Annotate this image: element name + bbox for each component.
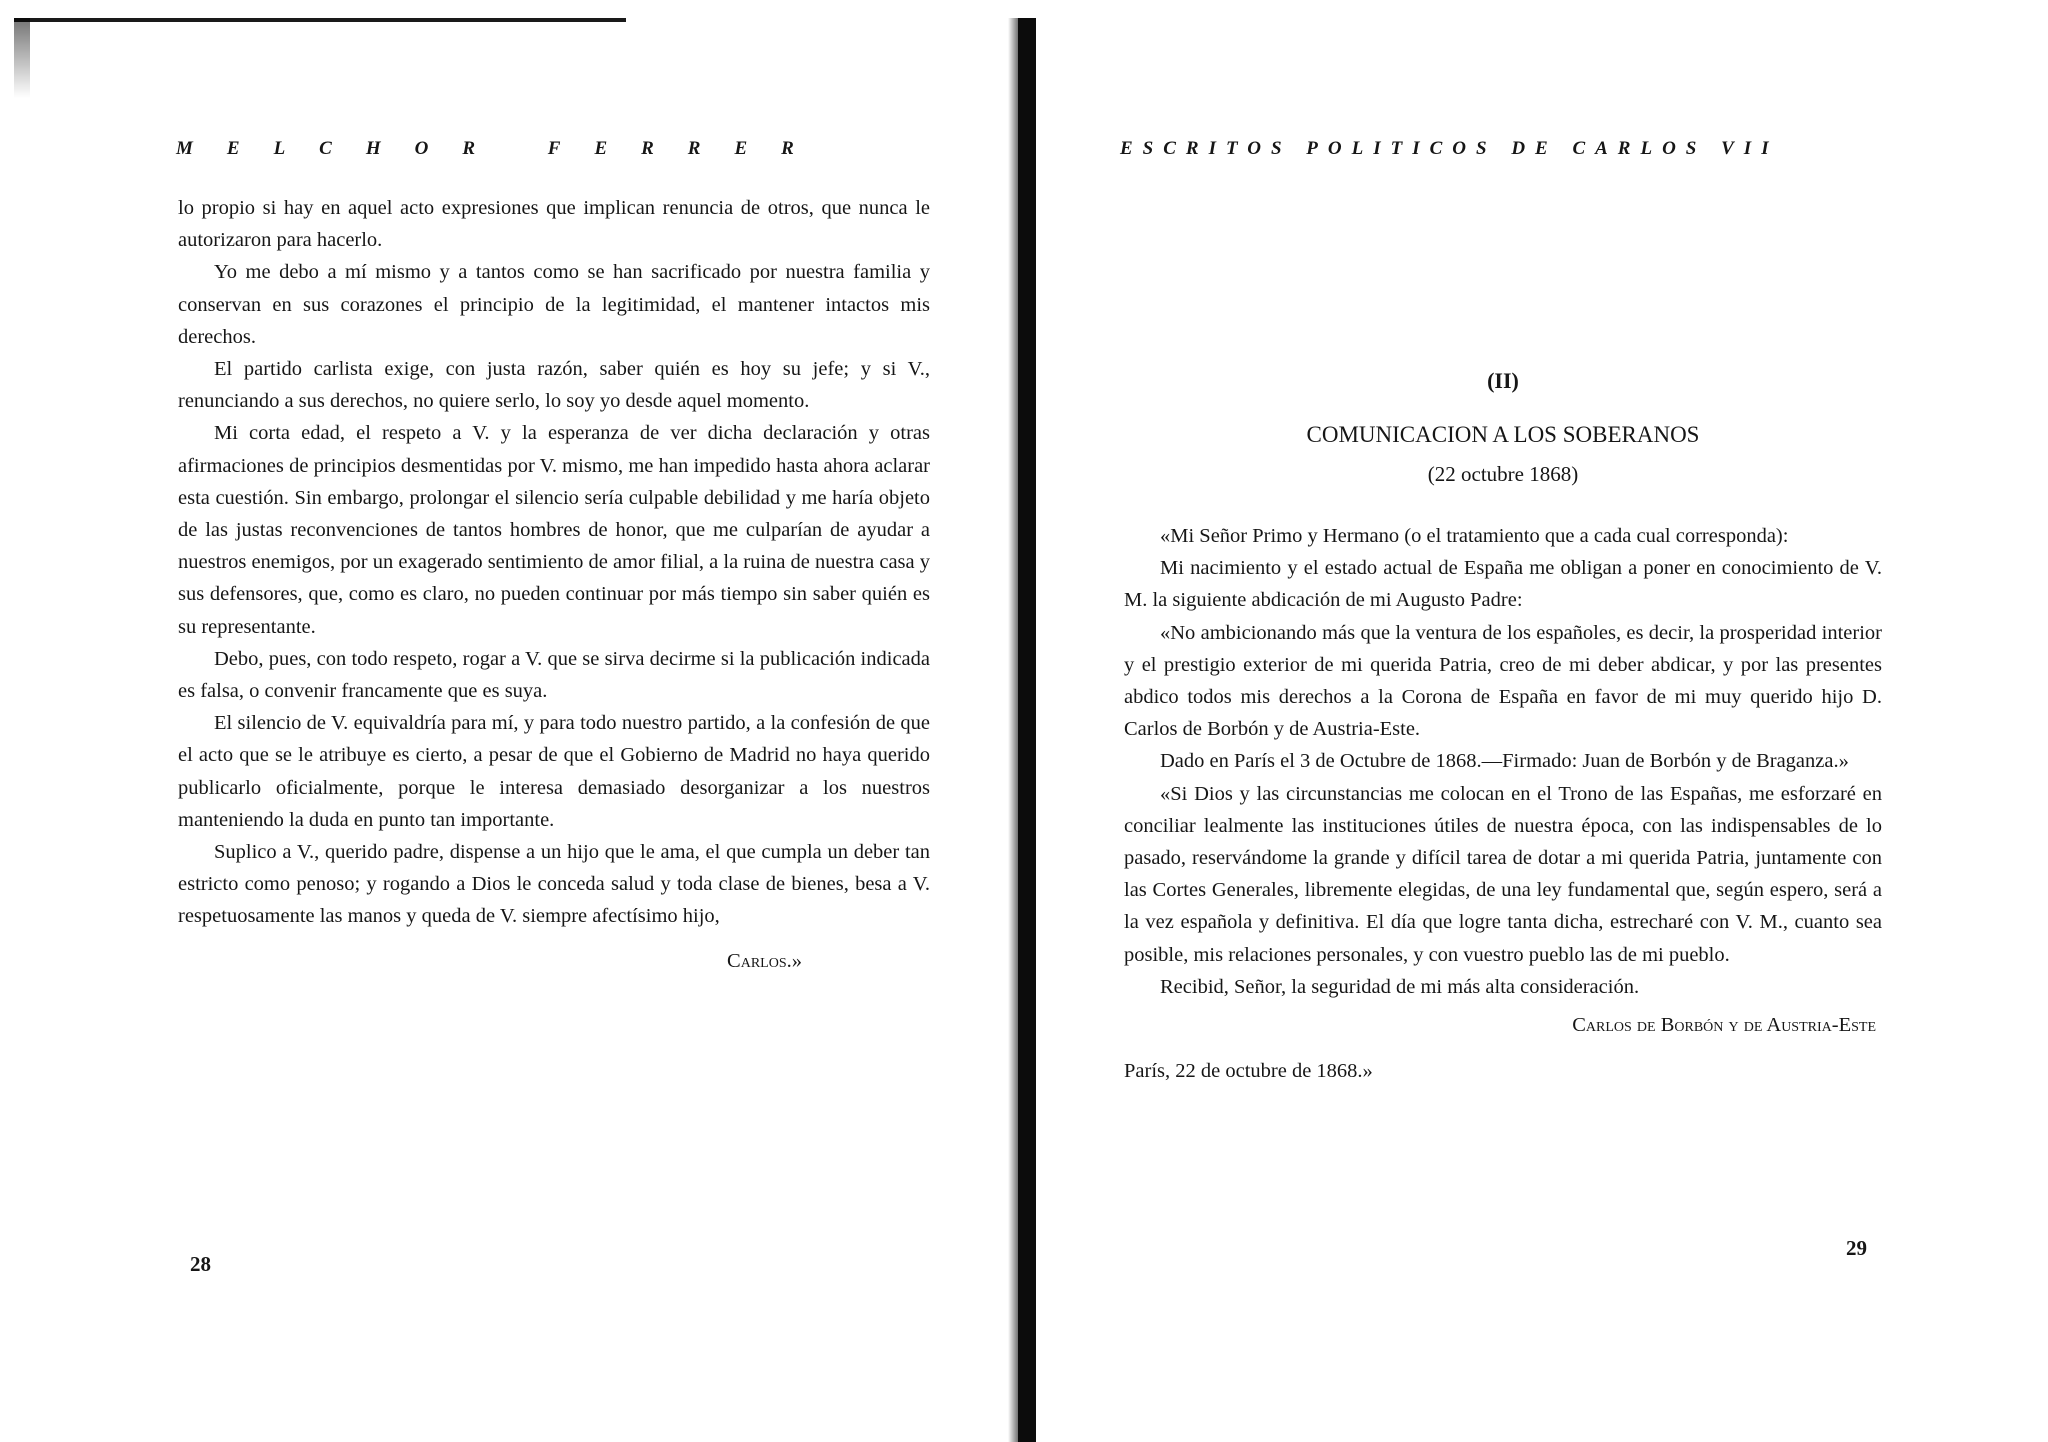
left-paragraph-5: Debo, pues, con todo respeto, rogar a V. que se sirva decirme si la publicación indicada es falsa, o convenir francamente que es suya. xyxy=(178,647,930,703)
right-paragraph-6: Recibid, Señor, la seguridad de mi más alta consideración. xyxy=(1160,975,1640,998)
right-body-text xyxy=(1124,520,1882,1087)
right-paragraph-2: Mi nacimiento y el estado actual de España me obligan a poner en conocimiento de V. M. la siguiente abdicación de mi Augusto Padre: xyxy=(1124,557,1882,612)
place-date: París, 22 de octubre de 1868.» xyxy=(1124,1060,1373,1083)
left-paragraph-7: Suplico a V., querido padre, dispense a un hijo que le ama, el que cumpla un deber tan estricto como penoso; y rogando a Dios le conceda salud y toda clase de bienes, besa a V. respetuosamente las manos y queda de V. siempre afectísimo hijo, xyxy=(178,841,930,928)
right-paragraph-3: «No ambicionando más que la ventura de los españoles, es decir, la prosperidad interior y el prestigio exterior de mi querida Patria, creo de mi deber abdicar, y por las presentes abdico todos mis derechos a la Corona de España en favor de mi muy querido hijo D. Carlos de Borbón y de Austria-Este. xyxy=(1124,621,1882,741)
left-paragraph-4: Mi corta edad, el respeto a V. y la esperanza de ver dicha declaración y otras afirmaciones de principios desmentidas por V. mismo, me han impedido hasta ahora aclarar esta cuestión. Sin embargo, prolongar el silencio sería culpable debilidad y me haría objeto de las justas reconvenciones de tantos hombres de honor, que me culparían de ayudar a nuestros enemigos, por un exagerado sentimiento de amor filial, a la ruina de nuestra casa y sus defensores, que, como es claro, no pueden continuar por más tiempo sin saber quién es su representante. xyxy=(178,422,930,638)
left-page xyxy=(0,0,1000,1442)
right-paragraph-4: Dado en París el 3 de Octubre de 1868.—Firmado: Juan de Borbón y de Braganza.» xyxy=(1160,750,1849,773)
left-paragraph-3: El partido carlista exige, con justa razón, saber quién es hoy su jefe; y si V., renunciando a sus derechos, no quiere serlo, lo soy yo desde aquel momento. xyxy=(178,358,930,413)
scan-corner-shadow xyxy=(14,18,30,98)
left-signature: Carlos.» xyxy=(727,949,802,972)
left-body-text xyxy=(178,192,930,977)
left-page-number: 28 xyxy=(190,1252,211,1276)
left-paragraph-1: lo propio si hay en aquel acto expresiones que implican renuncia de otros, que nunca le autorizaron para hacerlo. xyxy=(178,197,930,252)
book-spine-shadow xyxy=(983,18,1039,1442)
right-paragraph-1: «Mi Señor Primo y Hermano (o el tratamiento que a cada cual corresponda): xyxy=(1160,525,1789,547)
spine-dark-bar xyxy=(1018,18,1036,1442)
left-paragraph-2: Yo me debo a mí mismo y a tantos como se han sacrificado por nuestra familia y conservan en sus corazones el principio de la legitimidad, el mantener intactos mis derechos. xyxy=(178,261,930,348)
section-date: (22 octubre 1868) xyxy=(1427,462,1579,486)
right-running-head: ESCRITOS POLITICOS DE CARLOS VII xyxy=(1120,138,1779,159)
scan-top-edge xyxy=(14,18,626,22)
right-paragraph-5: «Si Dios y las circunstancias me colocan en el Trono de las Españas, me esforzaré en conciliar lealmente las instituciones útiles de nuestra época, con las indispensables de lo pasado, reservándome la grande y difícil tarea de dotar a mi querida Patria, juntamente con las Cortes Generales, libremente elegidas, de una ley fundamental que, según espero, será a la vez española y definitiva. El día que logre tanta dicha, estrecharé con V. M., cuanto sea posible, mis relaciones personales, y con vuestro pueblo las de mi pueblo. xyxy=(1124,782,1882,966)
right-page xyxy=(1010,0,2048,1442)
right-signature: Carlos de Borbón y de Austria-Este xyxy=(1572,1014,1876,1037)
left-paragraph-6: El silencio de V. equivaldría para mí, y para todo nuestro partido, a la confesión de que el acto que se le atribuye es cierto, a pesar de que el Gobierno de Madrid no haya querido publicarlo oficialmente, porque le interesa demasiado desorganizar a los nuestros manteniendo la duda en punto tan importante. xyxy=(178,712,930,831)
left-running-head: MELCHOR FERRER xyxy=(176,138,828,159)
right-page-number: 29 xyxy=(1846,1236,1867,1260)
section-number: (II) xyxy=(1487,368,1519,393)
section-title: COMUNICACION A LOS SOBERANOS xyxy=(1306,422,1700,447)
spine-gradient xyxy=(1008,18,1018,1442)
